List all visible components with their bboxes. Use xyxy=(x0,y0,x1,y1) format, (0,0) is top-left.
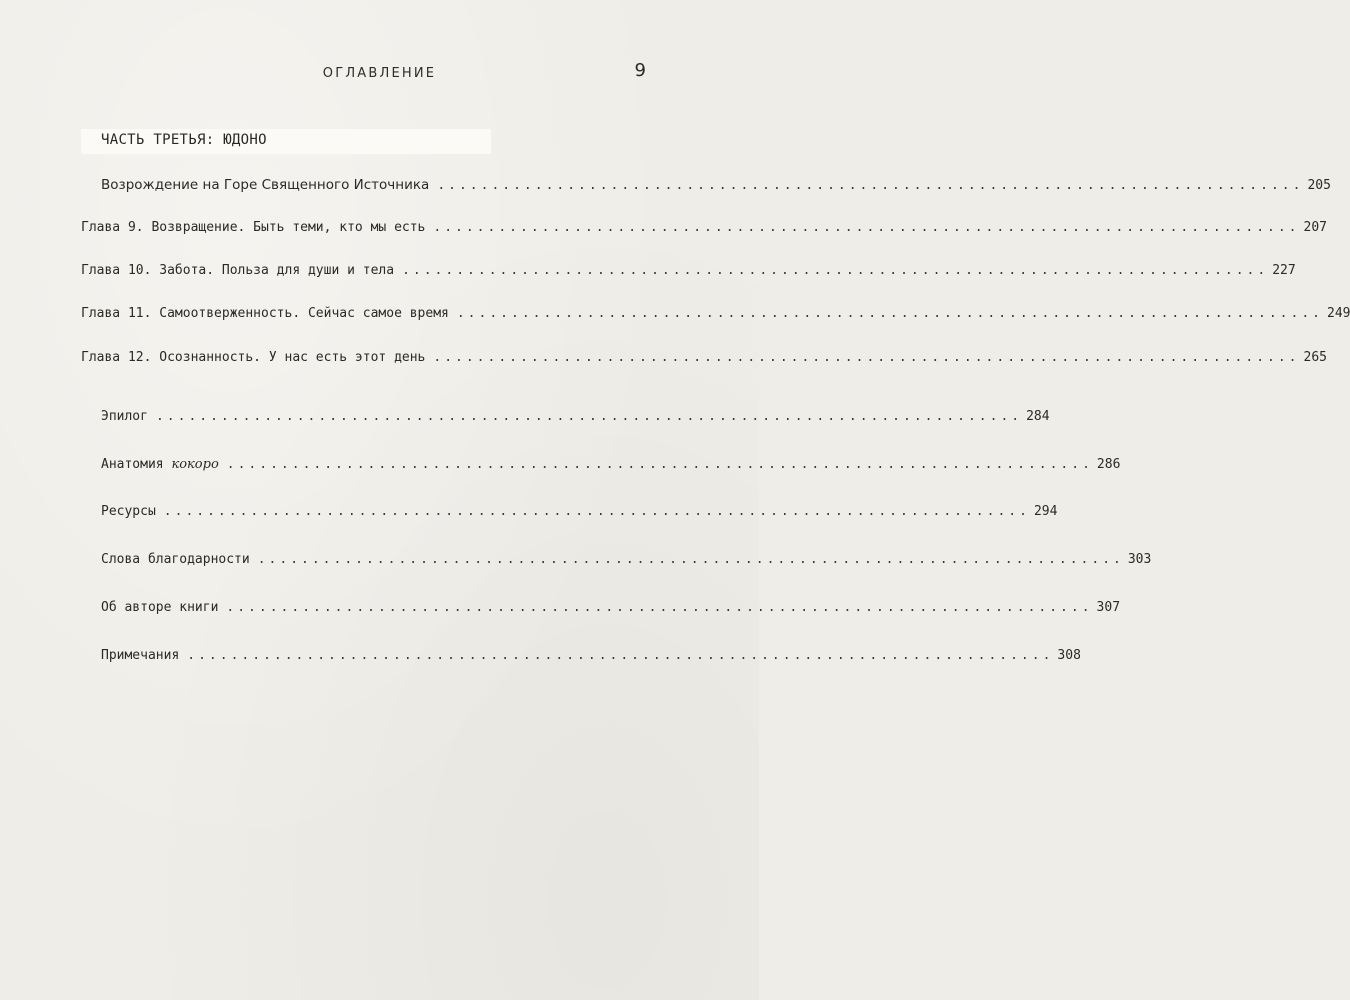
dot-leader: ................................................................................ xyxy=(456,306,1323,321)
toc-entry[interactable] xyxy=(81,220,1327,240)
toc-entry-label: Глава 10. Забота. Польза для души и тела xyxy=(81,263,395,278)
toc-entry-page: 207 xyxy=(1303,220,1327,235)
toc-entry-label: Слова благодарности xyxy=(101,552,250,567)
toc-entry[interactable] xyxy=(101,600,1121,620)
toc-entry-label: Эпилог xyxy=(101,409,148,424)
dot-leader: ................................................................................ xyxy=(155,409,1023,424)
running-head: ОГЛАВЛЕНИЕ xyxy=(322,66,437,81)
toc-entry-page: 265 xyxy=(1303,350,1327,365)
toc-entry[interactable] xyxy=(101,409,1050,429)
toc-entry[interactable] xyxy=(101,552,1152,572)
toc-entry[interactable] xyxy=(81,306,1350,326)
toc-entry[interactable] xyxy=(81,350,1327,370)
toc-entry-label: Возрождение на Горе Священного Источника xyxy=(101,177,430,193)
toc-entry-label: Примечания xyxy=(101,648,180,663)
dot-leader: ................................................................................ xyxy=(226,457,1093,472)
dot-leader: ................................................................................ xyxy=(257,552,1124,567)
part-title: ЧАСТЬ ТРЕТЬЯ: ЮДОНО xyxy=(101,132,267,148)
toc-entry-page: 205 xyxy=(1307,178,1331,193)
toc-entry[interactable] xyxy=(101,504,1058,524)
toc-entry-label: Глава 9. Возвращение. Быть теми, кто мы есть xyxy=(81,220,426,235)
toc-entry-page: 308 xyxy=(1057,648,1081,663)
toc-entry-label: Глава 11. Самоотверженность. Сейчас самое время xyxy=(81,306,449,321)
dot-leader: ................................................................................ xyxy=(226,600,1093,615)
toc-entry-page: 307 xyxy=(1096,600,1121,615)
dot-leader: ................................................................................ xyxy=(163,504,1030,519)
toc-entry-label: Глава 12. Осознанность. У нас есть этот день xyxy=(81,350,426,365)
toc-entry-label-emphasis: кокоро xyxy=(171,457,219,472)
dot-leader: ................................................................................ xyxy=(402,263,1269,278)
toc-entry-label: Об авторе книги xyxy=(101,600,219,615)
dot-leader: ................................................................................ xyxy=(187,648,1054,663)
toc-entry-label-prefix: Анатомия xyxy=(101,457,172,472)
toc-entry[interactable] xyxy=(81,263,1296,283)
toc-entry[interactable] xyxy=(101,648,1081,668)
toc-entry-page: 286 xyxy=(1096,457,1121,472)
toc-entry-label: Ресурсы xyxy=(101,504,156,519)
toc-entry-page: 303 xyxy=(1127,552,1152,567)
toc-entry[interactable] xyxy=(101,457,1121,477)
toc-entry[interactable] xyxy=(101,177,1331,197)
page-number: 9 xyxy=(634,60,646,81)
toc-entry-label xyxy=(101,457,219,472)
dot-leader: ................................................................................ xyxy=(437,178,1304,193)
toc-entry-page: 284 xyxy=(1026,409,1050,424)
toc-entry-page: 227 xyxy=(1272,263,1296,278)
dot-leader: ................................................................................ xyxy=(433,220,1300,235)
dot-leader: ................................................................................ xyxy=(433,350,1300,365)
toc-entry-page: 294 xyxy=(1033,504,1058,519)
toc-entry-page: 249 xyxy=(1327,306,1350,321)
